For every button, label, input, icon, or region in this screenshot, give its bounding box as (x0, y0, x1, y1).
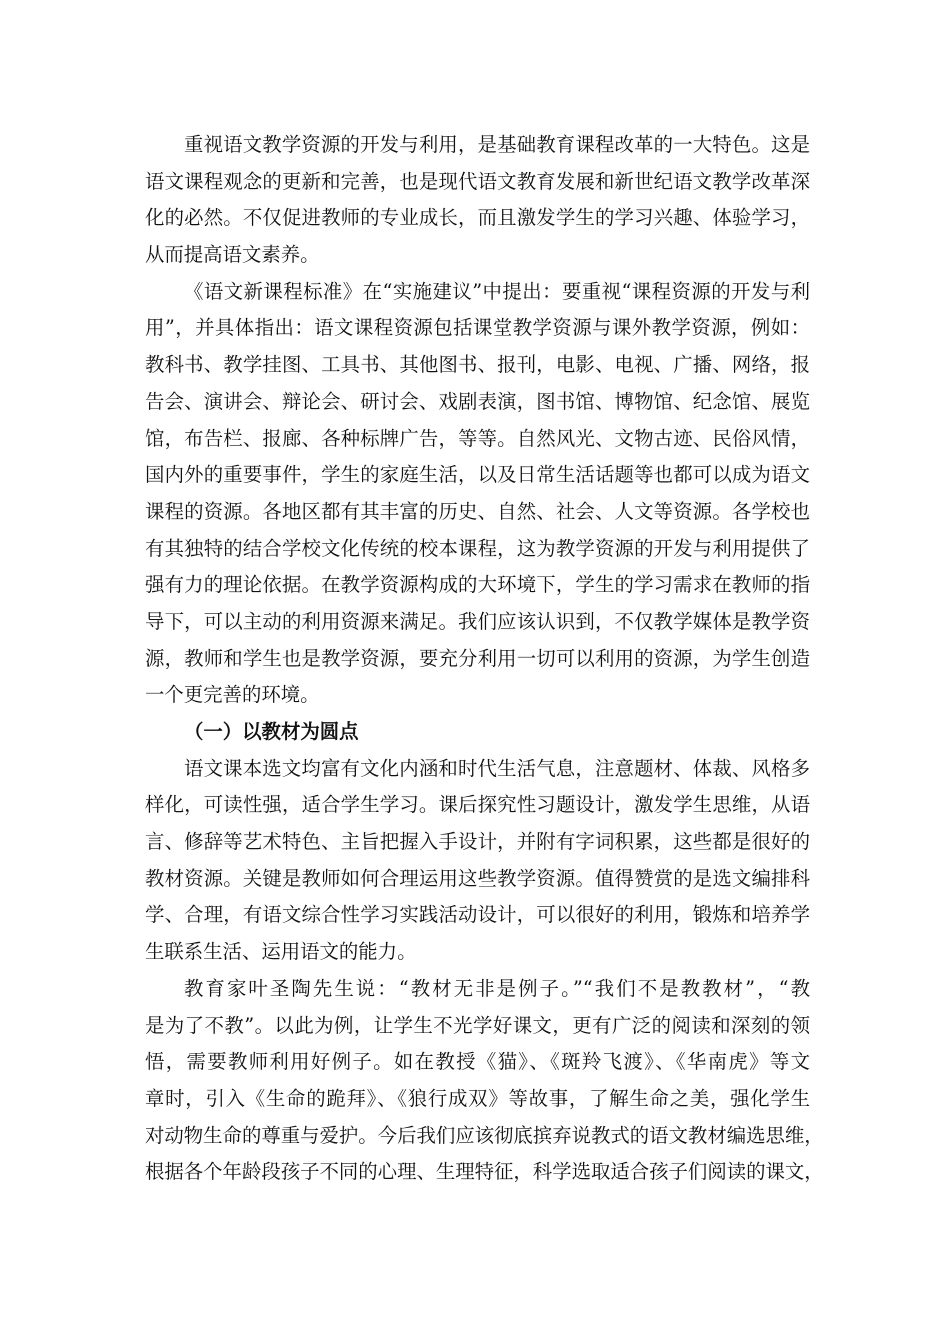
section-heading: （一）以教材为圆点 (184, 720, 359, 743)
text-line: 重视语文教学资源的开发与利用，是基础教育课程改革的一大特色。这是 (184, 133, 810, 156)
text-line: 语文课本选文均富有文化内涵和时代生活气息，注意题材、体裁、风格多 (184, 756, 810, 780)
text-line: 告会、演讲会、辩论会、研讨会、戏剧表演，图书馆、博物馆、纪念馆、展览 (145, 389, 810, 413)
paragraph (145, 127, 810, 274)
paragraph (145, 971, 824, 1191)
text-line: 国内外的重要事件，学生的家庭生活，以及日常生活话题等也都可以成为语文 (145, 463, 810, 487)
text-line: 语文课程观念的更新和完善，也是现代语文教育发展和新世纪语文教学改革深 (145, 169, 810, 193)
text-line: 有其独特的结合学校文化传统的校本课程，这为教学资源的开发与利用提供了 (145, 536, 810, 560)
text-line: 从而提高语文素养。 (145, 243, 320, 267)
text-line: 馆，布告栏、报廊、各种标牌广告，等等。自然风光、文物古迹、民俗风情， (145, 426, 810, 450)
text-line: 源，教师和学生也是教学资源，要充分利用一切可以利用的资源，为学生创造 (145, 646, 810, 670)
text-line: 言、修辞等艺术特色、主旨把握入手设计，并附有字词积累，这些都是很好的 (145, 830, 810, 854)
text-line: 生联系生活、运用语文的能力。 (145, 940, 417, 964)
text-line: 强有力的理论依据。在教学资源构成的大环境下，学生的学习需求在教师的指 (145, 573, 810, 597)
text-line: 课程的资源。各地区都有其丰富的历史、自然、社会、人文等资源。各学校也 (145, 499, 810, 523)
text-line: 教科书、教学挂图、工具书、其他图书、报刊，电影、电视、广播、网络，报 (145, 353, 810, 377)
text-line: 是为了不教”。以此为例，让学生不光学好课文，更有广泛的阅读和深刻的领 (145, 1013, 810, 1037)
text-line: 悟，需要教师利用好例子。如在教授《猫》、《斑羚飞渡》、《华南虎》等文 (145, 1050, 810, 1074)
text-line: 一个更完善的环境。 (145, 683, 320, 707)
text-line: 《语文新课程标准》在“实施建议”中提出：要重视“课程资源的开发与利 (184, 279, 810, 303)
document-body (145, 127, 824, 1191)
text-line: 章时，引入《生命的跪拜》、《狼行成双》等故事，了解生命之美，强化学生 (145, 1086, 810, 1110)
text-line: 样化，可读性强，适合学生学习。课后探究性习题设计，激发学生思维，从语 (145, 793, 810, 817)
text-line: 对动物生命的尊重与爱护。今后我们应该彻底摈弃说教式的语文教材编选思维， (145, 1123, 824, 1147)
paragraph (145, 274, 810, 714)
text-line: 教材资源。关键是教师如何合理运用这些教学资源。值得赞赏的是选文编排科 (145, 866, 810, 890)
text-line: 学、合理，有语文综合性学习实践活动设计，可以很好的利用，锻炼和培养学 (145, 903, 810, 927)
text-line: 教育家叶圣陶先生说：“教材无非是例子。”“我们不是教教材”，“教 (184, 976, 810, 1000)
text-line: 根据各个年龄段孩子不同的心理、生理特征，科学选取适合孩子们阅读的课文， (145, 1160, 824, 1184)
text-line: 导下，可以主动的利用资源来满足。我们应该认识到，不仅教学媒体是教学资 (145, 609, 810, 633)
text-line: 化的必然。不仅促进教师的专业成长，而且激发学生的学习兴趣、体验学习， (145, 206, 810, 230)
paragraph (145, 751, 810, 971)
text-line: 用”，并具体指出：语文课程资源包括课堂教学资源与课外教学资源，例如： (145, 316, 810, 340)
